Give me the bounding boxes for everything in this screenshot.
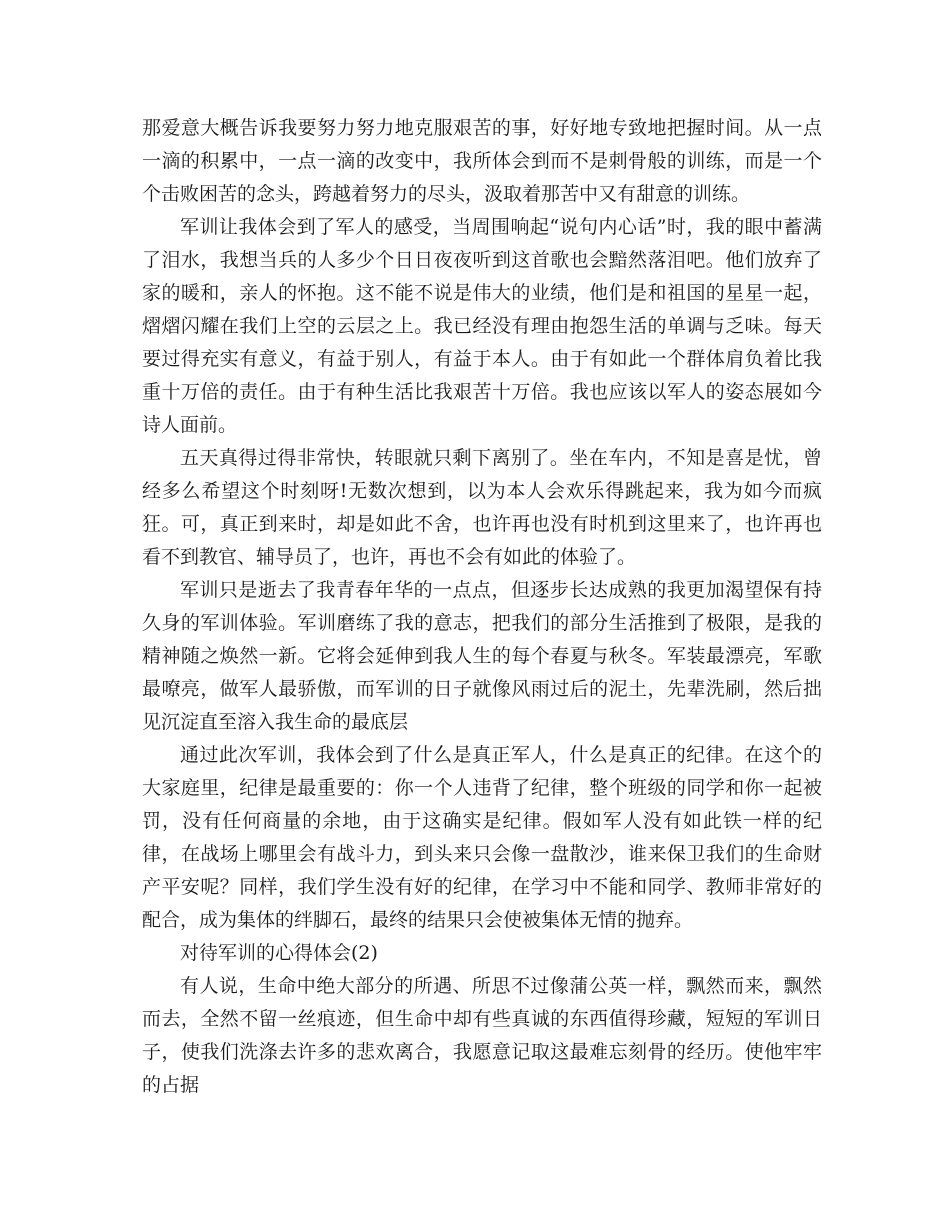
paragraph-5: 通过此次军训，我体会到了什么是真正军人，什么是真正的纪律。在这个的大家庭里，纪律是最重要的：你一个人违背了纪律，整个班级的同学和你一起被罚，没有任何商量的余地，由于这确实是纪律。假如军人没有如此铁一样的纪律，在战场上哪里会有战斗力，到头来只会像一盘散沙，谁来保卫我们的生命财产平安呢？同样，我们学生没有好的纪律，在学习中不能和同学、教师非常好的配合，成为集体的绊脚石，最终的结果只会使被集体无情的抛弃。 [142,744,822,931]
document-body [142,112,822,1102]
paragraph-2: 军训让我体会到了军人的感受，当周围响起“说句内心话”时，我的眼中蓄满了泪水，我想当兵的人多少个日日夜夜听到这首歌也会黯然落泪吧。他们放弃了家的暖和，亲人的怀抱。这不能不说是伟大的业绩，他们是和祖国的星星一起，熠熠闪耀在我们上空的云层之上。我已经没有理由抱怨生活的单调与乏味。每天要过得充实有意义，有益于别人，有益于本人。由于有如此一个群体肩负着比我重十万倍的责任。由于有种生活比我艰苦十万倍。我也应该以军人的姿态展如今诗人面前。 [142,216,822,436]
paragraph-3: 五天真得过得非常快，转眼就只剩下离别了。坐在车内，不知是喜是忧，曾经多么希望这个时刻呀!无数次想到，以为本人会欢乐得跳起来，我为如今而疯狂。可，真正到来时，却是如此不舍，也许再也没有时机到这里来了，也许再也看不到教官、辅导员了，也许，再也不会有如此的体验了。 [142,447,822,568]
section-heading: 对待军训的心得体会(2) [180,942,378,964]
paragraph-4: 军训只是逝去了我青春年华的一点点，但逐步长达成熟的我更加渴望保有持久身的军训体验。军训磨练了我的意志，把我们的部分生活推到了极限，是我的精神随之焕然一新。它将会延伸到我人生的每个春夏与秋冬。军装最漂亮，军歌最嘹亮，做军人最骄傲，而军训的日子就像风雨过后的泥土，先辈洗刷，然后拙见沉淀直至溶入我生命的最底层 [142,579,822,733]
paragraph-6: 有人说，生命中绝大部分的所遇、所思不过像蒲公英一样，飘然而来，飘然而去，全然不留一丝痕迹，但生命中却有些真诚的东西值得珍藏，短短的军训日子，使我们洗涤去许多的悲欢离合，我愿意记取这最难忘刻骨的经历。使他牢牢的占据 [142,975,822,1096]
paragraph-1: 那爱意大概告诉我要努力努力地克服艰苦的事，好好地专致地把握时间。从一点一滴的积累中，一点一滴的改变中，我所体会到而不是刺骨般的训练，而是一个个击败困苦的念头，跨越着努力的尽头，汲取着那苦中又有甜意的训练。 [142,117,822,205]
